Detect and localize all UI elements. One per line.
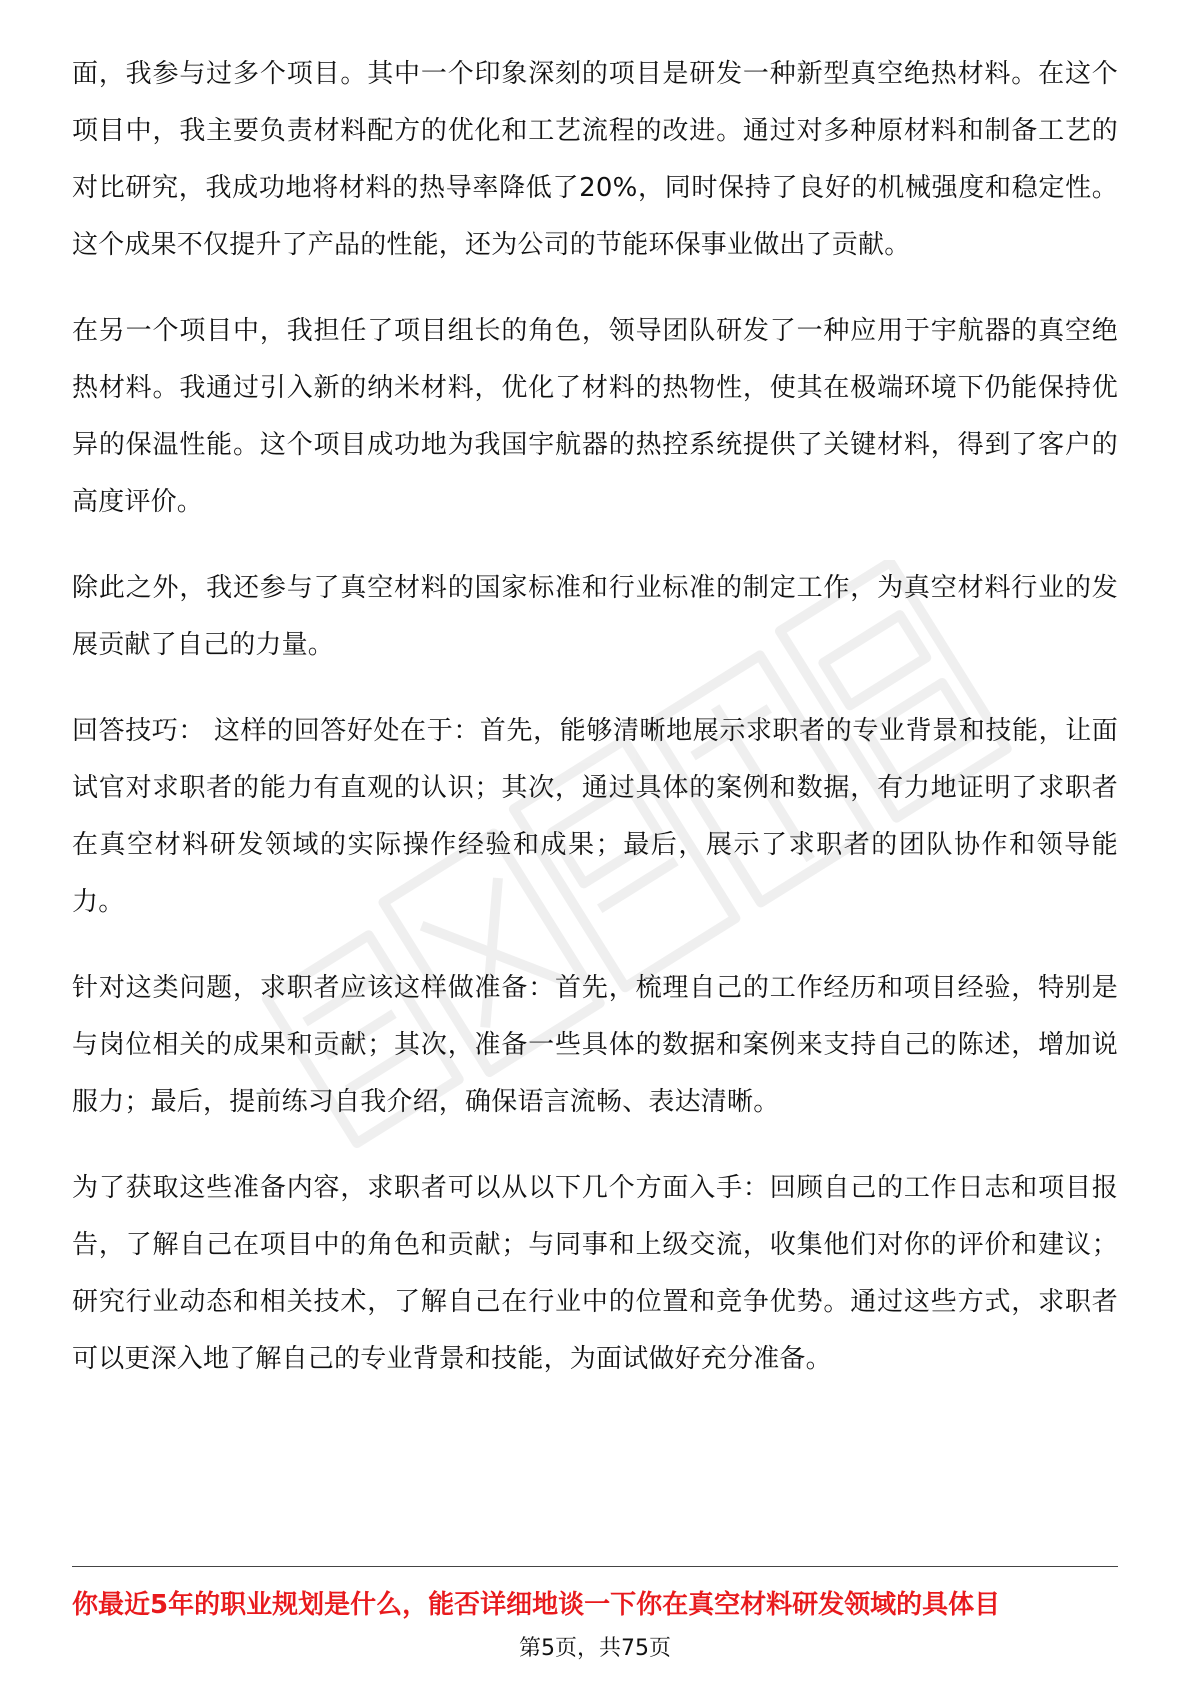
paragraph-preparation-sources: 为了获取这些准备内容，求职者可以从以下几个方面入手：回顾自己的工作日志和项目报告，了解自己在项目中的角色和贡献；与同事和上级交流，收集他们对你的评价和建议；研究行业动态和相关技术，了解自己在行业中的位置和竞争优势。通过这些方式，求职者可以更深入地了解自己的专业背景和技能，为面试做好充分准备。 <box>72 1173 1118 1374</box>
paragraph-preparation-advice: 针对这类问题，求职者应该这样做准备：首先，梳理自己的工作经历和项目经验，特别是与岗位相关的成果和贡献；其次，准备一些具体的数据和案例来支持自己的陈述，增加说服力；最后，提前练习自我介绍，确保语言流畅、表达清晰。 <box>72 973 1118 1117</box>
paragraph-standards-work: 除此之外，我还参与了真空材料的国家标准和行业标准的制定工作，为真空材料行业的发展贡献了自己的力量。 <box>72 573 1118 660</box>
document-body <box>72 46 1118 1417</box>
paragraph-project-experience: 面，我参与过多个项目。其中一个印象深刻的项目是研发一种新型真空绝热材料。在这个项目中，我主要负责材料配方的优化和工艺流程的改进。通过对多种原材料和制备工艺的对比研究，我成功地将材料的热导率降低了20%，同时保持了良好的机械强度和稳定性。这个成果不仅提升了产品的性能，还为公司的节能环保事业做出了贡献。 <box>72 59 1118 260</box>
paragraph-answer-tips: 回答技巧： 这样的回答好处在于：首先，能够清晰地展示求职者的专业背景和技能，让面试官对求职者的能力有直观的认识；其次，通过具体的案例和数据，有力地证明了求职者在真空材料研发领域的实际操作经验和成果；最后，展示了求职者的团队协作和领导能力。 <box>72 716 1118 917</box>
next-question-heading: 你最近5年的职业规划是什么，能否详细地谈一下你在真空材料研发领域的具体目 <box>72 1590 1001 1620</box>
section-divider <box>72 1566 1118 1567</box>
paragraph-team-lead-project: 在另一个项目中，我担任了项目组长的角色，领导团队研发了一种应用于宇航器的真空绝热材料。我通过引入新的纳米材料，优化了材料的热物性，使其在极端环境下仍能保持优异的保温性能。这个项目成功地为我国宇航器的热控系统提供了关键材料，得到了客户的高度评价。 <box>72 316 1118 517</box>
page-number: 第5页，共75页 <box>519 1636 671 1661</box>
